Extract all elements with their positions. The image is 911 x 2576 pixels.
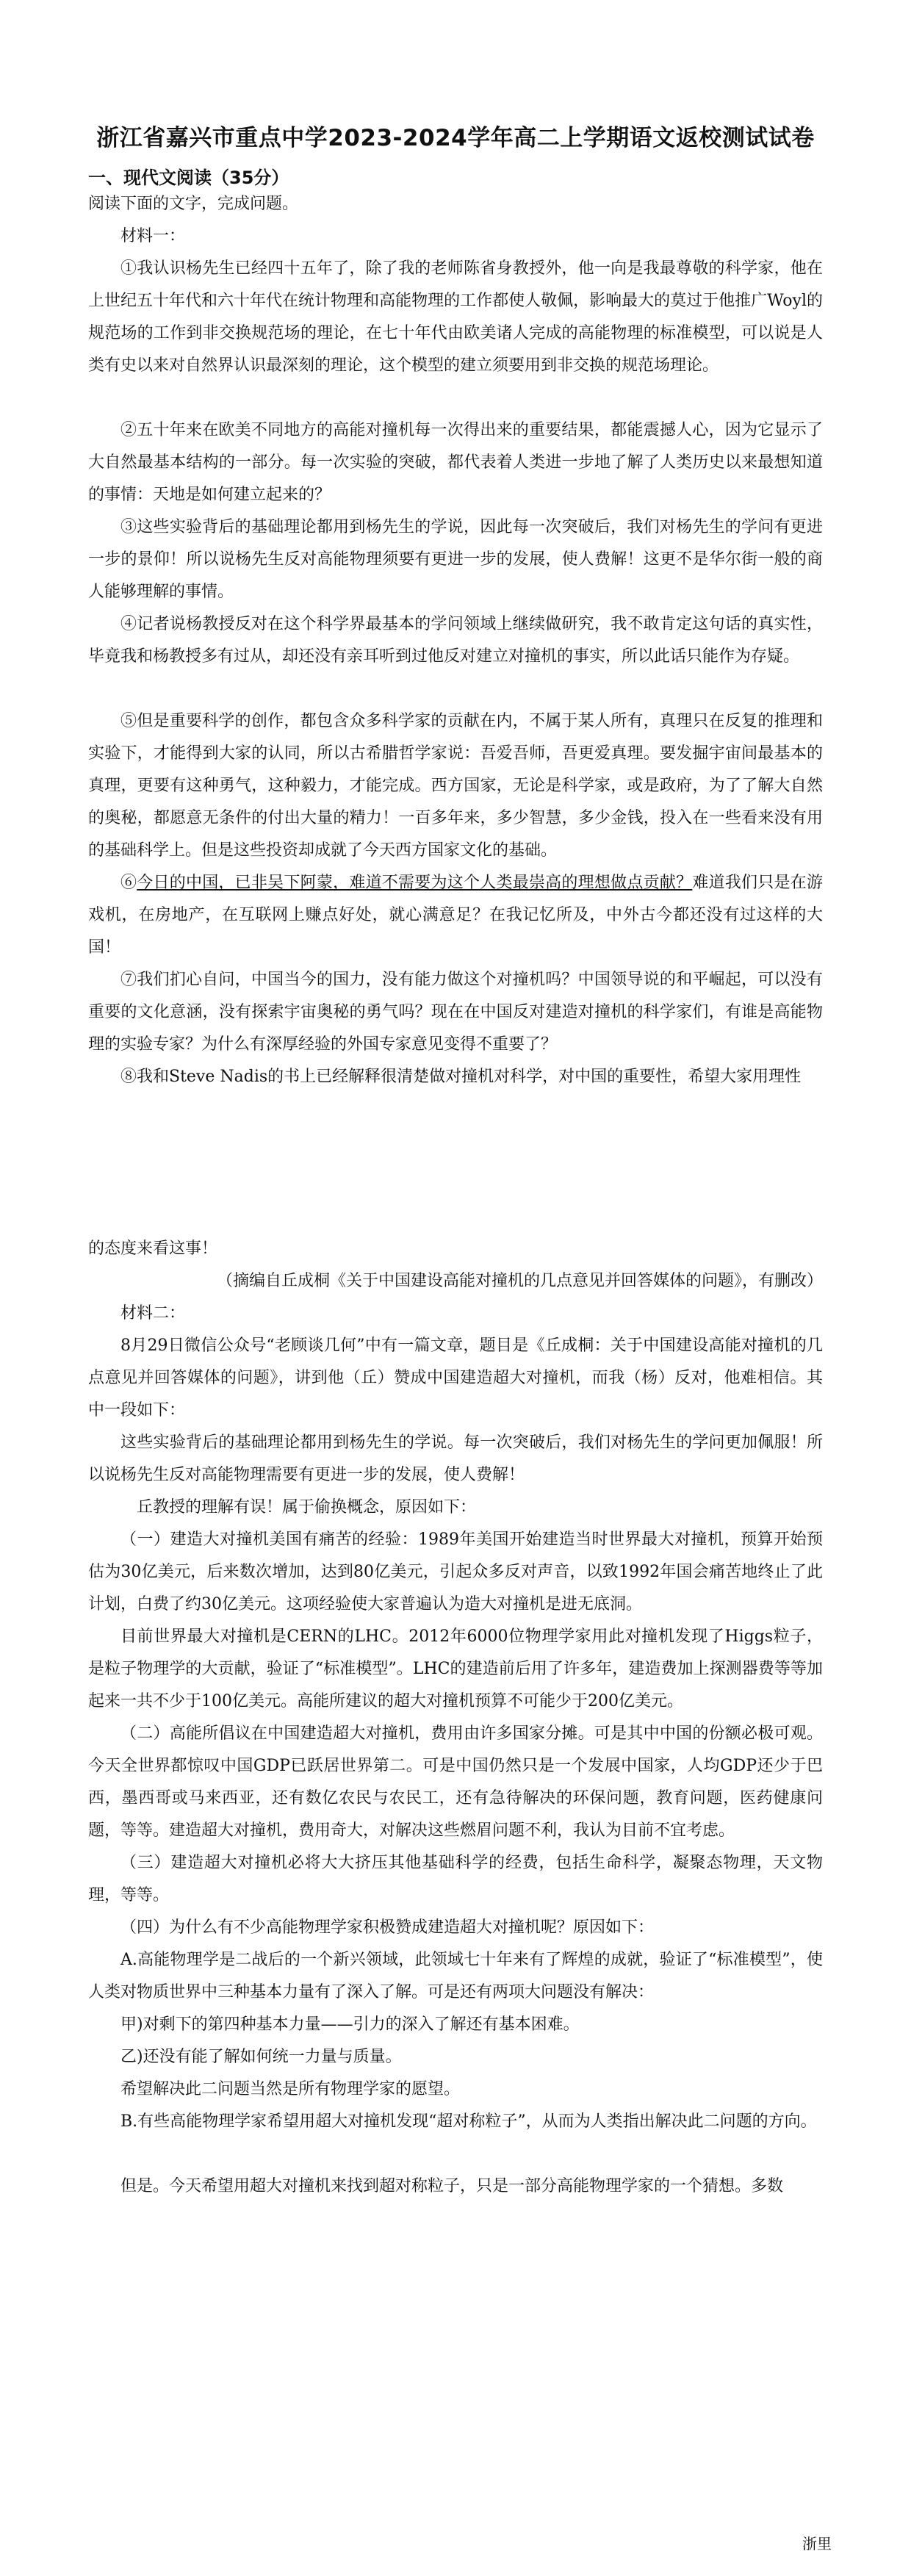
m1-paragraph-8: ⑧我和Steve Nadis的书上已经解释很清楚做对撞机对科学，对中国的重要性，希望大家用理性: [120, 1068, 802, 1086]
m1-paragraph-5: ⑤但是重要科学的创作，都包含众多科学家的贡献在内，不属于某人所有，真理只在反复的推理和实验下，才能得到大家的认同，所以古希腊哲学家说：吾爱吾师，吾更爱真理。要发掘宇宙间最基本的真理，更要有这种勇气，这种毅力，才能完成。西方国家，无论是科学家，或是政府，为了了解大自然的奥秘，都愿意无条件的付出大量的精力！一百多年来，多少智慧，多少金钱，投入在一些看来没有用的基础科学上。但是这些投资却成就了今天西方国家文化的基础。: [88, 712, 823, 860]
underlined-sentence: 今日的中国，已非吴下阿蒙，难道不需要为这个人类最崇高的理想做点贡献？: [137, 874, 693, 892]
material1-source: （摘编自丘成桐《关于中国建设高能对撞机的几点意见并回答媒体的问题》，有删改）: [216, 1272, 823, 1290]
m2-lhc-paragraph: 目前世界最大对撞机是CERN的LHC。2012年6000位物理学家用此对撞机发现了Higgs粒子，是粒子物理学的大贡献，验证了“标准模型”。LHC的建造前后用了许多年，建造费加上探测器费等等加起来一共不少于100亿美元。高能所建议的超大对撞机预算不可能少于200亿美元。: [88, 1627, 823, 1710]
page-title: 浙江省嘉兴市重点中学2023-2024学年高二上学期语文返校测试试卷: [96, 125, 815, 151]
m2-reason-b: B.有些高能物理学家希望用超大对撞机发现“超对称粒子”，从而为人类指出解决此二问题的方向。: [120, 2112, 817, 2131]
m2-last-paragraph: 但是。今天希望用超大对撞机来找到超对称粒子，只是一部分高能物理学家的一个猜想。多数: [120, 2177, 784, 2195]
material1-label: 材料一：: [120, 227, 186, 245]
page-footer: 浙里: [802, 2535, 832, 2552]
m2-quote: 这些实验背后的基础理论都用到杨先生的学说。每一次突破后，我们对杨先生的学问更加佩服！所以说杨先生反对高能物理需要有更进一步的发展，使人费解！: [88, 1433, 823, 1484]
m2-paragraph-2: 丘教授的理解有误！属于偷换概念，原因如下：: [137, 1498, 477, 1517]
m2-point-3: （三）建造超大对撞机必将大大挤压其他基础科学的经费，包括生命科学，凝聚态物理，天文物理，等等。: [88, 1854, 823, 1904]
instruction-text: 阅读下面的文字，完成问题。: [88, 195, 299, 213]
m2-point-4: （四）为什么有不少高能物理学家积极赞成建造超大对撞机呢？原因如下：: [120, 1918, 655, 1937]
m2-paragraph-1: 8月29日微信公众号“老顾谈几何”中有一篇文章，题目是《丘成桐：关于中国建设高能对撞机的几点意见并回答媒体的问题》，讲到他（丘）赞成中国建造超大对撞机，而我（杨）反对，他难相信。其中一段如下：: [88, 1336, 823, 1420]
m1-paragraph-4: ④记者说杨教授反对在这个科学界最基本的学问领域上继续做研究，我不敢肯定这句话的真实性，毕竟我和杨教授多有过从，却还没有亲耳听到过他反对建立对撞机的事实，所以此话只能作为存疑。: [88, 615, 823, 666]
m2-reason-a: A.高能物理学是二战后的一个新兴领域，此领域七十年来有了辉煌的成就，验证了“标准模型”，使人类对物质世界中三种基本力量有了深入了解。可是还有两项大问题没有解决：: [88, 1951, 823, 2001]
m1-paragraph-1: ①我认识杨先生已经四十五年了，除了我的老师陈省身教授外，他一向是我最尊敬的科学家，他在上世纪五十年代和六十年代在统计物理和高能物理的工作都使人敬佩，影响最大的莫过于他推广Woyl的规范场的工作到非交换规范场的理论，在七十年代由欧美诸人完成的高能物理的标准模型，可以说是人类有史以来对自然界认识最深刻的理论，这个模型的建立须要用到非交换的规范场理论。: [88, 259, 823, 375]
m2-point-2: （二）高能所倡议在中国建造超大对撞机，费用由许多国家分摊。可是其中中国的份额必极可观。今天全世界都惊叹中国GDP已跃居世界第二。可是中国仍然只是一个发展中国家，人均GDP还少于巴西，墨西哥或马来西亚，还有数亿农民与农民工，还有急待解决的环保问题，教育问题，医药健康问题，等等。建造超大对撞机，费用奇大，对解决这些燃眉问题不利，我认为目前不宜考虑。: [88, 1724, 823, 1840]
m1-paragraph-7: ⑦我们扪心自问，中国当今的国力，没有能力做这个对撞机吗？中国领导说的和平崛起，可以没有重要的文化意涵，没有探索宇宙奥秘的勇气吗？现在在中国反对建造对撞机的科学家们，有谁是高能物理的实验专家？为什么有深厚经验的外国专家意见变得不重要了？: [88, 971, 823, 1054]
material2-label: 材料二：: [120, 1304, 186, 1323]
paragraph-marker: ⑥: [120, 874, 137, 892]
m2-problem-yi: 乙)还没有能了解如何统一力量与质量。: [120, 2048, 402, 2066]
m1-paragraph-8-continued: 的态度来看这事！: [88, 1240, 218, 1258]
m1-paragraph-3: ③这些实验背后的基础理论都用到杨先生的学说，因此每一次突破后，我们对杨先生的学问有更进一步的景仰！所以说杨先生反对高能物理须要有更进一步的发展，使人费解！这更不是华尔街一般的商人能够理解的事情。: [88, 518, 823, 601]
paragraph-rest: 难道我们只是在游戏机，在房地产，在互联网上赚点好处，就心满意足？在我记忆所及，中外古今都还没有过这样的大国！: [88, 874, 823, 957]
m2-point-1: （一）建造大对撞机美国有痛苦的经验：1989年美国开始建造当时世界最大对撞机，预算开始预估为30亿美元，后来数次增加，达到80亿美元，引起众多反对声音，以致1992年国会痛苦地终止了此计划，白费了约30亿美元。这项经验使大家普遍认为造大对撞机是进无底洞。: [88, 1530, 823, 1613]
section-heading: 一、现代文阅读（35分）: [88, 168, 289, 188]
m2-hope: 希望解决此二问题当然是所有物理学家的愿望。: [120, 2080, 461, 2098]
m1-paragraph-6: [88, 867, 823, 964]
m1-paragraph-2: ②五十年来在欧美不同地方的高能对撞机每一次得出来的重要结果，都能震撼人心，因为它显示了大自然最基本结构的一部分。每一次实验的突破，都代表着人类进一步地了解了人类历史以来最想知道的事情：天地是如何建立起来的？: [88, 421, 823, 504]
m2-problem-jia: 甲)对剩下的第四种基本力量——引力的深入了解还有基本困难。: [120, 2015, 580, 2034]
